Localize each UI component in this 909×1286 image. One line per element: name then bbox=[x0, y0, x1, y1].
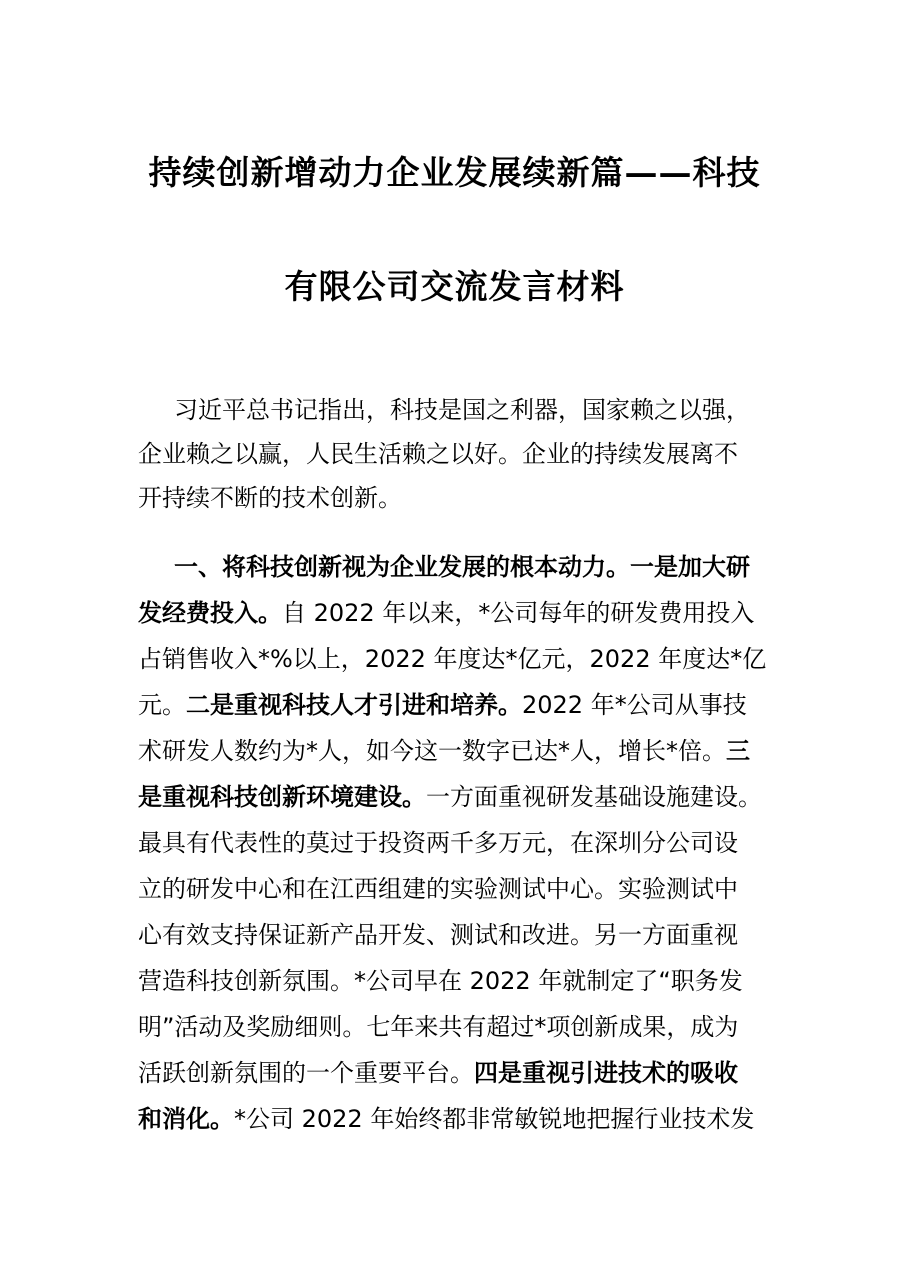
section-1-line-13 bbox=[138, 1097, 754, 1141]
line-text: *公司 2022 年始终都非常敏锐地把握行业技术发 bbox=[234, 1105, 755, 1133]
intro-line-2: 企业赖之以赢，人民生活赖之以好。企业的持续发展离不 bbox=[138, 440, 738, 468]
section-1-line-6 bbox=[138, 775, 762, 819]
section-1-line-11: 明”活动及奖励细则。七年来共有超过*项创新成果，成为 bbox=[138, 1013, 739, 1041]
line-text: 自 2022 年以来，*公司每年的研发费用投入 bbox=[282, 599, 755, 627]
point-1-heading-end: 发经费投入。 bbox=[138, 599, 282, 627]
line-text: 活跃创新氛围的一个重要平台。 bbox=[138, 1059, 474, 1087]
section-1-line-4 bbox=[138, 683, 747, 727]
line-text: 2022 年*公司从事技 bbox=[522, 691, 747, 719]
section-1-line-8: 立的研发中心和在江西组建的实验测试中心。实验测试中 bbox=[138, 875, 738, 903]
document-title-line-2: 有限公司交流发言材料 bbox=[284, 267, 625, 306]
section-1-line-2 bbox=[138, 591, 754, 635]
section-1-line-5 bbox=[138, 729, 750, 773]
line-text: 一方面重视研发基础设施建设。 bbox=[426, 783, 762, 811]
line-text: 术研发人数约为*人，如今这一数字已达*人，增长*倍。 bbox=[138, 737, 726, 765]
intro-line-3: 开持续不断的技术创新。 bbox=[138, 484, 402, 512]
document-title-line-1: 持续创新增动力企业发展续新篇——科技 bbox=[148, 153, 761, 192]
intro-line-1: 习近平总书记指出，科技是国之利器，国家赖之以强， bbox=[174, 396, 750, 424]
point-3-heading: 是重视科技创新环境建设。 bbox=[138, 783, 426, 811]
section-1-heading: 一、将科技创新视为企业发展的根本动力。一是加大研 bbox=[174, 553, 750, 581]
point-4-heading: 四是重视引进技术的吸收 bbox=[474, 1059, 738, 1087]
section-1-line-12 bbox=[138, 1051, 738, 1095]
section-1-line-7: 最具有代表性的莫过于投资两千多万元，在深圳分公司设 bbox=[138, 829, 738, 857]
point-3-heading-start: 三 bbox=[726, 737, 750, 765]
point-2-heading: 二是重视科技人才引进和培养。 bbox=[186, 691, 522, 719]
section-1-line-9: 心有效支持保证新产品开发、测试和改进。另一方面重视 bbox=[138, 921, 738, 949]
section-1-line-10: 营造科技创新氛围。*公司早在 2022 年就制定了“职务发 bbox=[138, 967, 743, 995]
point-4-heading-end: 和消化。 bbox=[138, 1105, 234, 1133]
line-text: 元。 bbox=[138, 691, 186, 719]
section-1-line-3: 占销售收入*%以上，2022 年度达*亿元，2022 年度达*亿 bbox=[138, 645, 767, 673]
section-1-line-1 bbox=[174, 545, 750, 589]
